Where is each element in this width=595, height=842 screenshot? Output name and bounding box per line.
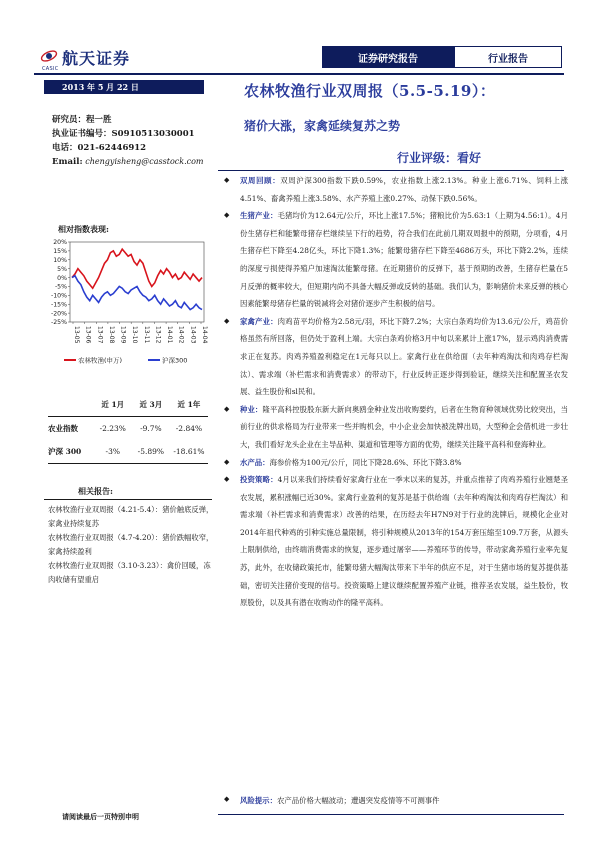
legend-label: 农林牧渔(申万) xyxy=(78,356,123,365)
risk-heading: 风险提示： xyxy=(240,796,277,805)
y-tick-label: 10% xyxy=(53,256,67,264)
analyst-cert: S0910513030001 xyxy=(111,129,195,139)
footer-disclaimer-note: 请阅读最后一页特别申明 xyxy=(62,812,139,821)
table-cell: -18.61% xyxy=(173,447,205,456)
series-line-agri xyxy=(72,249,202,288)
x-tick-label: 13-11 xyxy=(142,326,150,344)
related-report-item[interactable]: 农林牧渔行业双周报（3.10-3.23）：禽价回暖，冻肉收储有望重启 xyxy=(48,561,211,584)
y-tick-label: -25% xyxy=(51,319,67,327)
table-cell: 沪深 300 xyxy=(48,447,82,456)
x-tick-label: 13-09 xyxy=(119,326,127,344)
paragraph-strategy xyxy=(222,471,568,612)
logo-text: 航天证券 xyxy=(62,48,131,68)
paragraph-text: 双周沪深300指数下跌0.59%，农业指数上涨2.13%。种业上涨6.71%、饲料上涨4.51%、畜禽养殖上涨3.58%、水产养殖上涨0.27%、动保下跌0.56%。 xyxy=(240,176,568,203)
related-divider xyxy=(44,499,212,500)
bullet-icon: ◆ xyxy=(224,457,230,466)
related-report-item[interactable]: 农林牧渔行业双周报（4.7-4.20）：猪价跌幅收窄，家禽持续盈利 xyxy=(48,533,214,556)
logo-mark-icon xyxy=(40,47,60,72)
table-cell: -3% xyxy=(105,447,120,456)
table-row xyxy=(48,440,208,463)
table-cell: -5.89% xyxy=(137,447,165,456)
analyst-email-label: Email: xyxy=(52,157,83,167)
y-tick-label: -10% xyxy=(51,292,67,300)
company-logo xyxy=(40,42,130,72)
series-line-hs300 xyxy=(72,276,202,310)
y-tick-label: 0% xyxy=(57,274,67,282)
x-tick-label: 13-05 xyxy=(73,326,80,344)
paragraph-text: 隆平高科控股股东新大新向奥鸥金种业发出收购要约，后者在生物育种领域优势比较突出，当前行业的供求格局为行业带来一些并购机会，中小企业会加快被洗牌出局，大型种企会借机进一步壮大，我们看好龙头企业在主导品种、渠道和管理等方面的优势，继续关注隆平高科和登海种业。 xyxy=(240,404,568,449)
performance-header-cell: 近 3月 xyxy=(139,400,163,409)
x-tick-label: 13-10 xyxy=(131,326,139,344)
x-tick-label: 14-04 xyxy=(201,326,208,344)
analyst-name-row xyxy=(52,113,204,127)
paragraph-heading: 双周回顾： xyxy=(240,176,281,185)
table-cell: 农业指数 xyxy=(48,424,78,433)
analyst-name: 程一胜 xyxy=(86,115,112,125)
report-type-tab: 证券研究报告 xyxy=(322,46,454,68)
y-tick-label: -5% xyxy=(54,283,67,291)
y-tick-label: -20% xyxy=(51,310,67,318)
paragraph-heading: 种业： xyxy=(240,404,263,414)
header-divider xyxy=(34,73,564,75)
bullet-icon: ◆ xyxy=(224,404,230,413)
bullet-icon: ◆ xyxy=(224,316,230,325)
paragraph-poultry xyxy=(222,313,568,401)
chart-plot-frame xyxy=(70,242,204,322)
table-row xyxy=(48,417,208,440)
paragraph-seed xyxy=(222,401,568,454)
paragraph-text: 海参价格为100元/公斤，同比下降28.6%、环比下降3.8% xyxy=(269,457,462,467)
report-subtitle: 猪价大涨，家禽延续复苏之势 xyxy=(244,119,401,133)
report-body xyxy=(222,172,568,612)
paragraph-text: 4月以来我们持续看好家禽行业在一季末以来的复苏，并重点推荐了肉鸡养殖行业翘楚圣农发展，累积涨幅已近30%。家禽行业盈利的复苏是基于供给端（去年种鸡淘汰和肉鸡存栏淘汰）和需求端（补栏需求和消费需求）改善的结果，在历经去年H7N9对于行业的洗牌后，规模化企业对2014年祖代种鸡的引种实施总量限制，将引种规模从2013年的154万套压缩至109.7万套，从源头上限制供给，由终端消费需求的恢复，逐步通过屠宰——养殖环节的传导，带动家禽养殖行业率先复苏，此外，在收储政策托市，能繁母猪大幅淘汰带来下半年的供应不足，对于生猪市场的复苏提供基础，密切关注猪价变现的信号。投资策略上建议继续配置养殖产业链，推荐圣农发展，益生股份，牧原股份，以及具有潜在收购动作的隆平高科。 xyxy=(240,475,568,608)
paragraph-heading: 投资策略： xyxy=(240,475,278,485)
paragraph-heading: 家禽产业： xyxy=(240,316,278,326)
report-date: 2013 年 5 月 22 日 xyxy=(44,80,204,94)
table-cell: -9.7% xyxy=(140,424,162,433)
paragraph-review xyxy=(222,172,568,207)
x-tick-label: 14-01 xyxy=(166,326,174,344)
related-reports-list xyxy=(48,503,216,587)
x-tick-label: 13-06 xyxy=(84,326,92,344)
x-tick-label: 13-12 xyxy=(154,326,162,344)
analyst-phone-label: 电话： xyxy=(52,143,78,153)
paragraph-heading: 水产品： xyxy=(240,457,270,467)
analyst-info xyxy=(52,113,204,169)
x-tick-label: 13-07 xyxy=(96,326,104,344)
performance-header-cell: 近 1月 xyxy=(101,400,125,409)
table-cell: -2.23% xyxy=(99,424,126,433)
x-tick-label: 14-03 xyxy=(189,326,197,344)
bullet-icon: ◆ xyxy=(224,795,230,803)
performance-header-row xyxy=(48,393,208,416)
x-tick-label: 14-02 xyxy=(177,326,185,344)
analyst-email[interactable]: chengyisheng@casstock.com xyxy=(85,157,204,166)
analyst-phone: 021-62446912 xyxy=(77,143,147,153)
risk-text: 农产品价格大幅波动；遭遇突发疫情等不可测事件 xyxy=(276,796,440,805)
y-tick-label: 15% xyxy=(53,248,67,256)
x-tick-label: 13-08 xyxy=(107,326,115,344)
performance-table xyxy=(48,393,208,464)
analyst-phone-row xyxy=(52,141,204,155)
bullet-icon: ◆ xyxy=(224,176,230,184)
y-tick-label: 20% xyxy=(53,239,67,247)
analyst-email-row xyxy=(52,155,204,169)
footer-divider xyxy=(218,814,564,815)
analyst-cert-row xyxy=(52,127,204,141)
paragraph-aquatic xyxy=(222,454,568,472)
legend-label: 沪深300 xyxy=(162,356,188,365)
related-reports-title: 相关报告: xyxy=(78,486,113,496)
chart-title: 相对指数表现: xyxy=(58,224,109,234)
title-divider xyxy=(218,170,564,171)
header-tabs xyxy=(322,46,562,68)
paragraph-text: 肉鸡苗平均价格为2.58元/羽，环比下降7.2%；大宗白条鸡均价为13.6元/公斤，鸡苗价格虽然有所回落，但仍处于盈利上端。大宗白条鸡价格3月中旬以来累计上涨17%，显示鸡肉消费需求正在复苏。肉鸡养殖盈利稳定在1元每只以上。家禽行业在供给面（去年种鸡淘汰和肉鸡存栏淘汰）、需求端（补栏需求和消费需求）的带动下，行业反转正逐步得到验证，继续关注和配置圣农发展、益生股份和sl民和。 xyxy=(240,316,568,397)
bullet-icon: ◆ xyxy=(224,475,230,484)
analyst-cert-label: 执业证书编号： xyxy=(52,129,112,139)
industry-rating: 行业评级：看好 xyxy=(397,151,482,165)
industry-report-tab: 行业报告 xyxy=(454,46,562,68)
related-report-item[interactable]: 农林牧渔行业双周报（4.21-5.4）：猪价触底反弹，家禽业持续复苏 xyxy=(48,505,214,528)
table-divider xyxy=(48,463,208,464)
y-tick-label: -15% xyxy=(51,301,67,309)
y-tick-label: 5% xyxy=(57,265,67,273)
paragraph-text: 毛猪均价为12.64元/公斤，环比上涨17.5%；猪粮比价为5.63:1（上期为4.56:1）。4月份生猪存栏和能繁母猪存栏继续呈下行的趋势，符合我们在此前几期双周报中的预期，分项看，4月生猪存栏下降至4.28亿头，环比下降1.3%；能繁母猪存栏下降至4686万头，环比下降2.2%，连续的深度亏损使得养殖户加速淘汰能繁母猪。在近期猪价的反弹下，基于预期的改善，生猪存栏量在5月反弹的概率较大，但短期内尚不具备大幅反弹或反转的基础。我们认为，影响猪价未来反弹的核心因素能繁母猪存栏量的锐减将会对猪价逐步产生积极的信号。 xyxy=(240,211,568,309)
logo-sub-text: CASIC xyxy=(42,66,59,72)
paragraph-hog xyxy=(222,207,568,313)
analyst-name-label: 研究员： xyxy=(52,115,87,125)
report-title: 农林牧渔行业双周报（5.5-5.19）： xyxy=(244,82,496,100)
relative-index-chart xyxy=(44,236,216,384)
bullet-icon: ◆ xyxy=(224,211,230,220)
paragraph-heading: 生猪产业： xyxy=(240,211,278,221)
paragraph-risk xyxy=(222,795,568,806)
performance-header-cell: 近 1年 xyxy=(177,400,201,409)
table-cell: -2.84% xyxy=(175,424,203,433)
